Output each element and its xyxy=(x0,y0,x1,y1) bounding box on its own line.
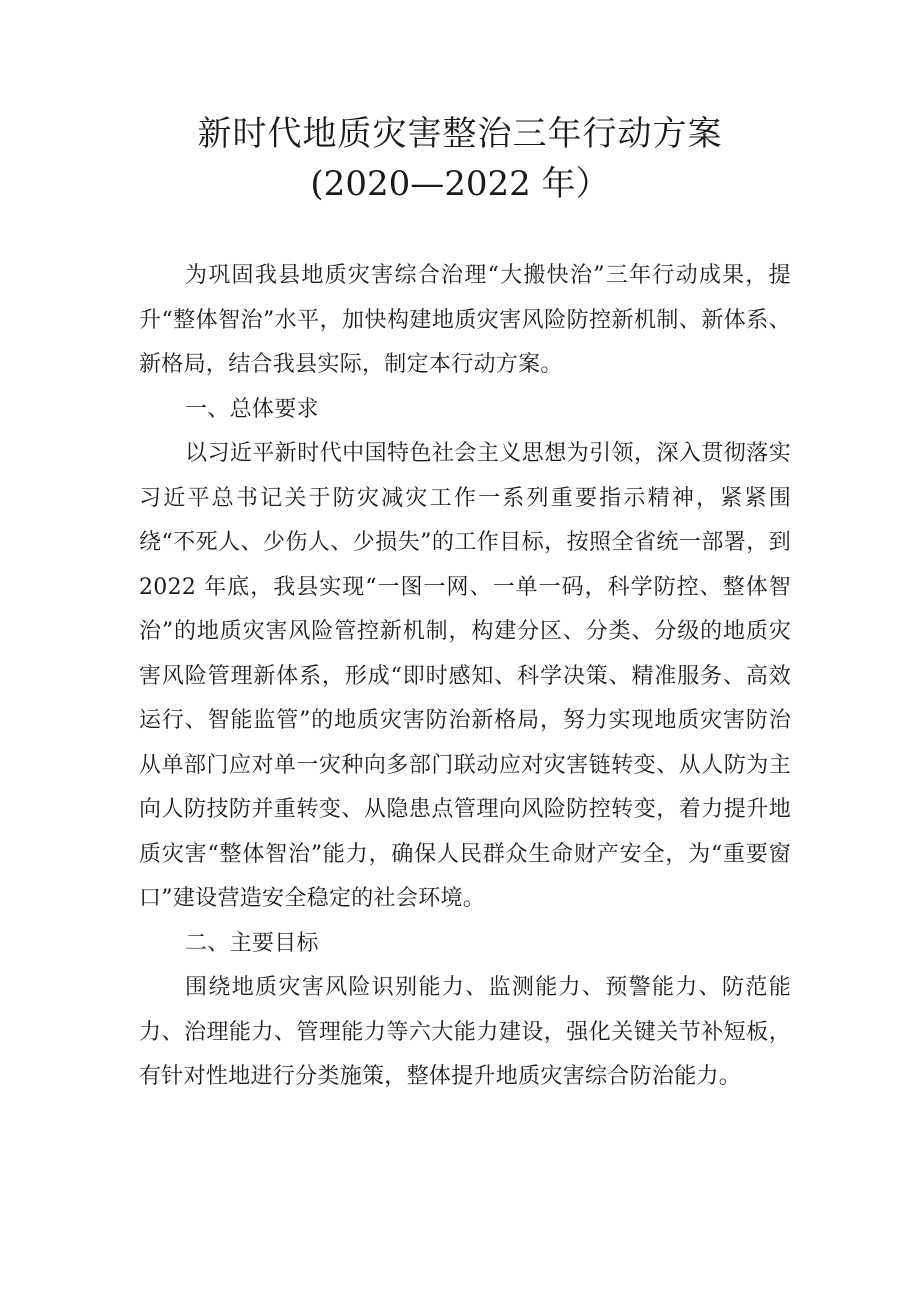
section-heading-main-goals: 二、主要目标 xyxy=(185,930,319,956)
document-subtitle-years: (2020—2022 年） xyxy=(310,164,610,204)
section-heading-general-requirements: 一、总体要求 xyxy=(185,396,319,422)
intro-paragraph: 为巩固我县地质灾害综合治理“大搬快治”三年行动成果，提升“整体智治”水平，加快构建地质灾害风险防控新机制、新体系、新格局，结合我县实际，制定本行动方案。 xyxy=(139,263,791,377)
document-body xyxy=(139,254,791,1100)
document-title: 新时代地质灾害整治三年行动方案 xyxy=(197,114,723,154)
general-requirements-paragraph: 以习近平新时代中国特色社会主义思想为引领，深入贯彻落实习近平总书记关于防灾减灾工作一系列重要指示精神，紧紧围绕“不死人、少伤人、少损失”的工作目标，按照全省统一部署，到 2022 年底，我县实现“一图一网、一单一码，科学防控、整体智治”的地质灾害风险管控新机制，构建分区、分类、分级的地质灾害风险管理新体系，形成“即时感知、科学决策、精准服务、高效运行、智能监管”的地质灾害防治新格局，努力实现地质灾害防治从单部门应对单一灾种向多部门联动应对灾害链转变、从人防为主向人防技防并重转变、从隐患点管理向风险防控转变，着力提升地质灾害“整体智治”能力，确保人民群众生命财产安全，为“重要窗口”建设营造安全稳定的社会环境。 xyxy=(139,441,791,911)
main-goals-paragraph: 围绕地质灾害风险识别能力、监测能力、预警能力、防范能力、治理能力、管理能力等六大能力建设，强化关键关节补短板，有针对性地进行分类施策，整体提升地质灾害综合防治能力。 xyxy=(139,975,791,1089)
